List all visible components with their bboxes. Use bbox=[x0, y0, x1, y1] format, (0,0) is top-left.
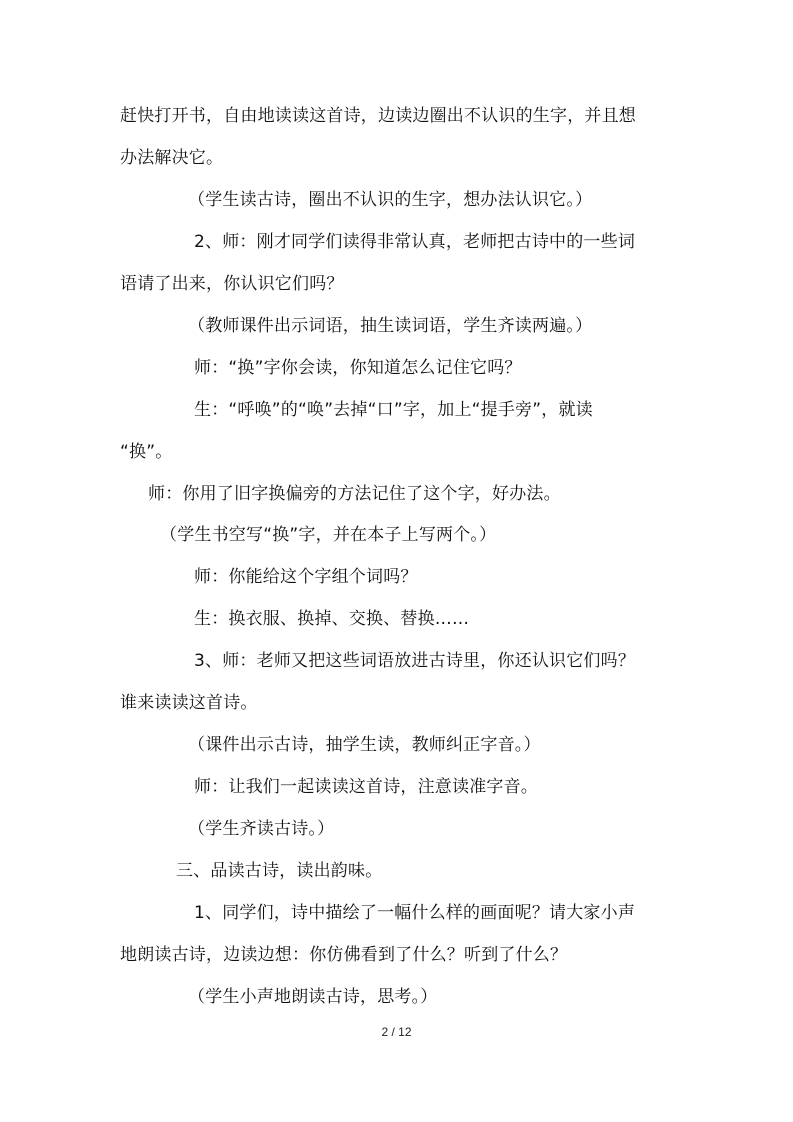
text-line: 地朗读古诗，边读边想：你仿佛看到了什么？听到了什么？ bbox=[120, 945, 568, 965]
text-line: （学生书空写“换”字，并在本子上写两个。） bbox=[160, 525, 497, 545]
text-line: 赶快打开书，自由地读读这首诗，边读边圈出不认识的生字，并且想 bbox=[120, 106, 636, 126]
text-line: 3、师：老师又把这些词语放进古诗里，你还认识它们吗？ bbox=[194, 651, 636, 671]
text-line: （课件出示古诗，抽学生读，教师纠正字音。） bbox=[188, 735, 541, 755]
text-line: 谁来读读这首诗。 bbox=[120, 693, 258, 713]
text-line: 师：你能给这个字组个词吗？ bbox=[194, 567, 418, 587]
text-line: 师：你用了旧字换偏旁的方法记住了这个字，好办法。 bbox=[148, 484, 561, 504]
text-line: 师：“换”字你会读，你知道怎么记住它吗？ bbox=[194, 358, 522, 378]
text-line: （学生小声地朗读古诗，思考。） bbox=[188, 987, 438, 1007]
text-line: 办法解决它。 bbox=[120, 148, 224, 168]
text-line: 语请了出来，你认识它们吗？ bbox=[120, 274, 344, 294]
text-line: （学生齐读古诗。） bbox=[188, 819, 335, 839]
text-line: 1、同学们，诗中描绘了一幅什么样的画面呢？请大家小声 bbox=[194, 903, 636, 923]
text-line: （学生读古诗，圈出不认识的生字，想办法认识它。） bbox=[188, 190, 593, 210]
text-line: 师：让我们一起读读这首诗，注意读准字音。 bbox=[194, 777, 538, 797]
text-line: （教师课件出示词语，抽生读词语，学生齐读两遍。） bbox=[188, 316, 593, 336]
section-heading: 三、品读古诗，读出韵味。 bbox=[176, 861, 383, 881]
text-line: 生：换衣服、换掉、交换、替换…… bbox=[194, 609, 470, 629]
text-line: 2、师：刚才同学们读得非常认真，老师把古诗中的一些词 bbox=[194, 232, 636, 252]
text-line: 生：“呼唤”的“唤”去掉“口”字，加上“提手旁”，就读 bbox=[194, 400, 593, 420]
page-number: 2 / 12 bbox=[381, 1025, 412, 1039]
text-line: “换”。 bbox=[120, 442, 173, 462]
